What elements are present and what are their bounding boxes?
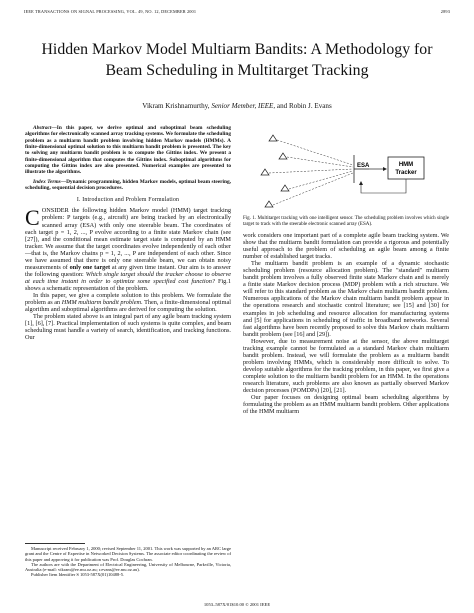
footnote-authors: The authors are with the Department of Electrical Engineering, University of Melbourne, Parkville, Victoria, Australia (e-mail: vikram@ee.mu.oz.au; r.evans@ee.mu.oz.au). xyxy=(25,561,231,573)
author-name: Vikram Krishnamurthy, xyxy=(142,102,210,110)
drop-cap: C xyxy=(25,205,40,231)
coauthor: and Robin J. Evans xyxy=(275,102,332,110)
page-number: 2893 xyxy=(440,9,450,14)
copyright-footer: 1053–587X/01$10.00 © 2001 IEEE xyxy=(203,602,271,607)
intro-paragraph-3: The problem stated above is an integral part of any agile beam tracking system [1], [6], [7]. Practical implementation of such systems is quite complex, and beam scheduling must handle a variety of search, identification, and tracking functions. Our xyxy=(25,313,231,342)
arrow-icon xyxy=(383,167,387,171)
index-terms xyxy=(25,179,231,192)
section-heading: I. Introduction and Problem Formulation xyxy=(76,197,180,204)
target-icon xyxy=(261,169,269,175)
right-paragraph-2: The multiarm bandit problem is an example of a dynamic stochastic scheduling problem (resource allocation problem). The "standard" multiarm bandit problem involves a fully observed finite state Markov chain and is merely a finite state Markov decision process (MDP) problem with a rich structure. We will refer to this standard problem as the Markov chain multiarm bandit problem. Numerous applications of the Markov chain multiarm bandit problem appear in the operations research and stochastic control literature; see [15] and [30] for examples in job scheduling and resource allocation for manufacturing systems and [5] for applications in scheduling of traffic in broadband networks. Several fast algorithms have been recently proposed to solve this Markov chain multiarm bandit problem (see [16] and [29]). xyxy=(243,260,449,338)
left-column xyxy=(25,125,231,341)
journal-header: IEEE TRANSACTIONS ON SIGNAL PROCESSING, VOL. 49, NO. 12, DECEMBER 2001 xyxy=(24,9,197,14)
abstract-lead: Abstract— xyxy=(33,125,57,131)
right-paragraph-3: However, due to measurement noise at the sensor, the above multitarget tracking example cannot be formulated as a standard Markov chain multiarm bandit problem. Instead, we will formulate the problem as a multiarm bandit problem involving HMMs, which is considerably more difficult to solve. To develop suitable algorithms for the tracking problem, in this paper, we first give a complete solution to the multiarm bandit problem for an HMM. In the operations research literature, such problems are also known as partially observed Markov decision processes (POMDPs) [20], [21]. xyxy=(243,337,449,395)
abstract xyxy=(25,125,231,176)
right-column-text xyxy=(243,232,449,415)
paper-title: Hidden Markov Model Multiarm Bandits: A Methodology for Beam Scheduling in Multitarget Tracking xyxy=(41,41,433,79)
target-icon xyxy=(265,201,273,207)
footnote-pii: Publisher Item Identifier S 1053-587X(01)10488-5. xyxy=(31,572,125,578)
figure-1 xyxy=(243,125,449,213)
footnote-rule xyxy=(25,543,85,544)
tracker-label-1: HMM xyxy=(398,162,414,168)
target-icon xyxy=(279,153,287,159)
figure-caption: Fig. 1. Multitarget tracking with one intelligent sensor. The scheduling problem involves which single target to track with the steerable electronic scanned array (ESA). xyxy=(243,216,449,227)
right-column xyxy=(243,125,449,415)
abstract-text: In this paper, we derive optimal and suboptimal beam scheduling algorithms for electronically scanned array tracking systems. We formulate the scheduling problem as a multiarm bandit problem involving hidden Markov models (HMMs). A finite-dimensional optimal solution to this multiarm bandit problem is presented. The key to solving any multiarm bandit problem is to compute the Gittins index. We present a finite-dimensional algorithm that computes the Gittins index. Suboptimal algorithms for computing the Gittins index are also presented. Numerical examples are presented to illustrate the algorithms. xyxy=(25,125,231,176)
author-line xyxy=(40,102,434,110)
footnotes xyxy=(25,546,231,578)
tracker-label-2: Tracker xyxy=(395,170,417,176)
right-paragraph-1: work considers one important part of a complete agile beam tracking system. We show that the multiarm bandit formulation can provide a rigorous and potentially useful approach to the problem of scheduling an agile beam among a finite number of established target tracks. xyxy=(243,232,449,261)
intro-paragraph-2: In this paper, we give a complete solution to this problem. We formulate the problem as an HMM multiarm bandit problem. Then, a finite-dimensional optimal algorithm and suboptimal algorithms are derived for computing the solution. xyxy=(25,292,231,314)
esa-label: ESA xyxy=(357,163,370,169)
figure-diagram xyxy=(243,125,449,213)
running-head xyxy=(24,9,450,17)
intro-text xyxy=(25,207,231,341)
target-icon xyxy=(269,135,277,141)
index-terms-text: Dynamic programming, hidden Markov models, optimal beam steering, scheduling, sequential decision procedures. xyxy=(25,178,231,192)
index-terms-lead: Index Terms— xyxy=(33,178,67,185)
author-affiliation: Senior Member, IEEE, xyxy=(209,102,276,110)
right-paragraph-4: Our paper focuses on designing optimal beam scheduling algorithms by formulating the problem as an HMM multiarm bandit problem. Other applications of the HMM multiarm xyxy=(243,394,449,416)
intro-paragraph-1: CONSIDER the following hidden Markov model (HMM) target tracking problem: P targets (e.g., aircraft) are being tracked by an electronically scanned array (ESA) with only one steerable beam. The coordinates of each target p = 1, 2, ..., P evolve according to a finite state Markov chain (see [27]), and the conditional mean estimate target state is computed by an HMM tracker. We assume that the target coordinates evolve independently of each other—that is, the Markov chains p = 1, 2, ..., P are independent of each other. Since we have assumed that there is only one steerable beam, we can obtain noisy measurements of only one target at any given time instant. Our aim is to answer the following question: Which single target should the tracker choose to observe at each time instant in order to optimize some specified cost function? Fig.1 shows a schematic representation of the problem. xyxy=(25,205,231,292)
feedback-arrow-icon xyxy=(359,181,363,185)
footnote-manuscript: Manuscript received February 1, 2000; revised September 11, 2001. This work was supported by an ARC large grant and the Centre of Expertise in Networked Decision Systems. The associate editor coordinating the review of this paper and approving it for publication was Prof. Douglas Cochran. xyxy=(25,546,232,562)
target-icon xyxy=(281,185,289,191)
